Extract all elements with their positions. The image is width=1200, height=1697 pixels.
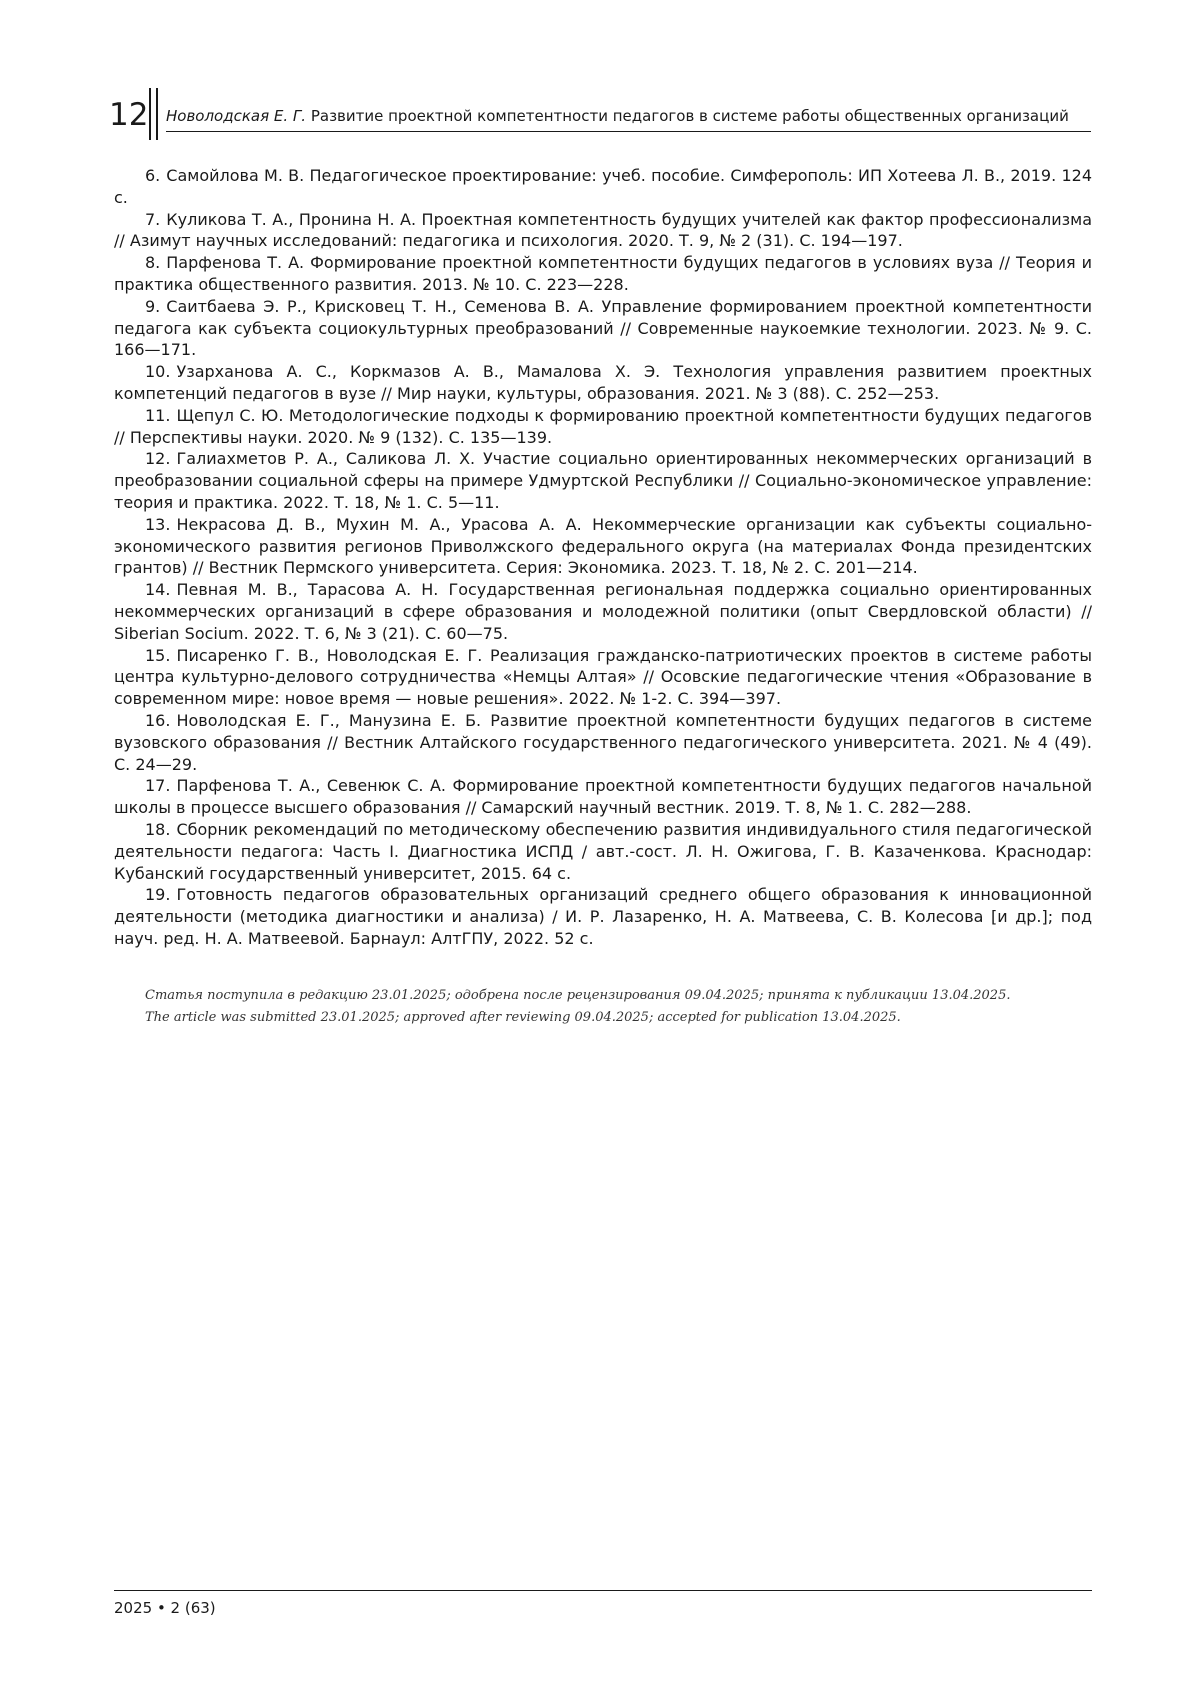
reference-text: Парфенова Т. А., Севенюк С. А. Формирование проектной компетентности будущих педагогов начальной школы в процессе высшего образования // Самарский научный вестник. 2019. Т. 8, № 1. С. 282—288. xyxy=(114,776,1092,818)
reference-number: 11. xyxy=(145,405,171,425)
reference-list xyxy=(114,165,1092,950)
reference-text: Певная М. В., Тарасова А. Н. Государственная региональная поддержка социально ориентированных некоммерческих организаций в сфере образования и молодежной политики (опыт Свердловской области) // Siberian Socium. 2022. Т. 6, № 3 (21). С. 60—75. xyxy=(114,580,1092,643)
header-divider-right xyxy=(156,88,158,140)
reference-item xyxy=(114,579,1092,644)
reference-number: 19. xyxy=(145,885,171,905)
reference-item xyxy=(114,448,1092,513)
footer-rule xyxy=(114,1590,1092,1591)
reference-text: Куликова Т. А., Пронина Н. А. Проектная компетентность будущих учителей как фактор профессионализма // Азимут научных исследований: педагогика и психология. 2020. Т. 9, № 2 (31). С. 194—197. xyxy=(114,209,1092,251)
reference-number: 16. xyxy=(145,710,171,730)
reference-item xyxy=(114,645,1092,710)
page-number: 12 xyxy=(109,97,149,133)
article-dates xyxy=(145,985,1045,1029)
reference-text: Парфенова Т. А. Формирование проектной компетентности будущих педагогов в условиях вуза // Теория и практика общественного развития. 2013. № 10. С. 223—228. xyxy=(114,253,1092,294)
reference-text: Сборник рекомендаций по методическому обеспечению развития индивидуального стиля педагогической деятельности педагога: Часть I. Диагностика ИСПД / авт.-сост. Л. Н. Ожигова, Г. В. Казаченкова. Краснодар: Кубанский государственный университет, 2015. 64 с. xyxy=(114,819,1092,883)
reference-item xyxy=(114,775,1092,819)
reference-item xyxy=(114,165,1092,209)
header-divider-left xyxy=(149,88,151,140)
reference-number: 8. xyxy=(145,253,161,273)
reference-text: Узарханова А. С., Коркмазов А. В., Мамалова Х. Э. Технология управления развитием проектных компетенций педагогов в вузе // Мир науки, культуры, образования. 2021. № 3 (88). С. 252—253. xyxy=(114,362,1092,403)
reference-number: 12. xyxy=(145,449,171,469)
article-dates-ru: Статья поступила в редакцию 23.01.2025; одобрена после рецензирования 09.04.2025; принята к публикации 13.04.2025. xyxy=(145,988,1011,1003)
reference-item xyxy=(114,361,1092,405)
reference-number: 7. xyxy=(145,209,161,229)
reference-number: 17. xyxy=(145,776,171,796)
reference-number: 13. xyxy=(145,514,171,534)
running-head xyxy=(166,106,1086,126)
reference-item xyxy=(114,296,1092,361)
reference-item xyxy=(114,252,1092,296)
reference-item xyxy=(114,884,1092,949)
reference-number: 6. xyxy=(145,166,161,185)
issue-number: 2025 • 2 (63) xyxy=(114,1599,216,1617)
reference-item xyxy=(114,710,1092,775)
reference-text: Самойлова М. В. Педагогическое проектирование: учеб. пособие. Симферополь: ИП Хотеева Л. В., 2019. 124 с. xyxy=(114,166,1092,207)
reference-number: 15. xyxy=(145,645,171,665)
reference-text: Саитбаева Э. Р., Крисковец Т. Н., Семенова В. А. Управление формированием проектной компетентности педагога как субъекта социокультурных преобразований // Современные наукоемкие технологии. 2023. № 9. С. 166—171. xyxy=(114,296,1092,360)
reference-item xyxy=(114,209,1092,253)
reference-text: Новолодская Е. Г., Манузина Е. Б. Развитие проектной компетентности будущих педагогов в системе вузовского образования // Вестник Алтайского государственного педагогического университета. 2021. № 4 (49). С. 24—29. xyxy=(114,710,1092,774)
reference-item xyxy=(114,405,1092,449)
reference-item xyxy=(114,819,1092,884)
reference-number: 18. xyxy=(145,819,171,839)
reference-item xyxy=(114,514,1092,579)
reference-text: Галиахметов Р. А., Саликова Л. Х. Участие социально ориентированных некоммерческих организаций в преобразовании социальной сферы на примере Удмуртской Республики // Социально-экономическое управление: теория и практика. 2022. Т. 18, № 1. С. 5—11. xyxy=(114,449,1092,512)
reference-number: 9. xyxy=(145,296,161,316)
running-head-title: Развитие проектной компетентности педагогов в системе работы общественных организаций xyxy=(310,107,1069,125)
article-dates-en: The article was submitted 23.01.2025; approved after reviewing 09.04.2025; accepted for publication 13.04.2025. xyxy=(145,1010,901,1025)
reference-text: Готовность педагогов образовательных организаций среднего общего образования к инновационной деятельности (методика диагностики и анализа) / И. Р. Лазаренко, Н. А. Матвеева, С. В. Колесова [и др.]; под науч. ред. Н. А. Матвеевой. Барнаул: АлтГПУ, 2022. 52 с. xyxy=(114,885,1092,948)
header-rule xyxy=(166,131,1091,132)
running-head-author: Новолодская Е. Г. xyxy=(166,107,307,125)
reference-number: 10. xyxy=(145,362,171,382)
reference-number: 14. xyxy=(145,580,171,600)
reference-text: Писаренко Г. В., Новолодская Е. Г. Реализация гражданско-патриотических проектов в системе работы центра культурно-делового сотрудничества «Немцы Алтая» // Осовские педагогические чтения «Образование в современном мире: новое время — новые решения». 2022. № 1-2. С. 394—397. xyxy=(114,645,1092,709)
reference-text: Щепул С. Ю. Методологические подходы к формированию проектной компетентности будущих педагогов // Перспективы науки. 2020. № 9 (132). С. 135—139. xyxy=(114,405,1092,447)
reference-text: Некрасова Д. В., Мухин М. А., Урасова А. А. Некоммерческие организации как субъекты социально-экономического развития регионов Приволжского федерального округа (на материалах Фонда президентских грантов) // Вестник Пермского университета. Серия: Экономика. 2023. Т. 18, № 2. С. 201—214. xyxy=(114,514,1092,578)
